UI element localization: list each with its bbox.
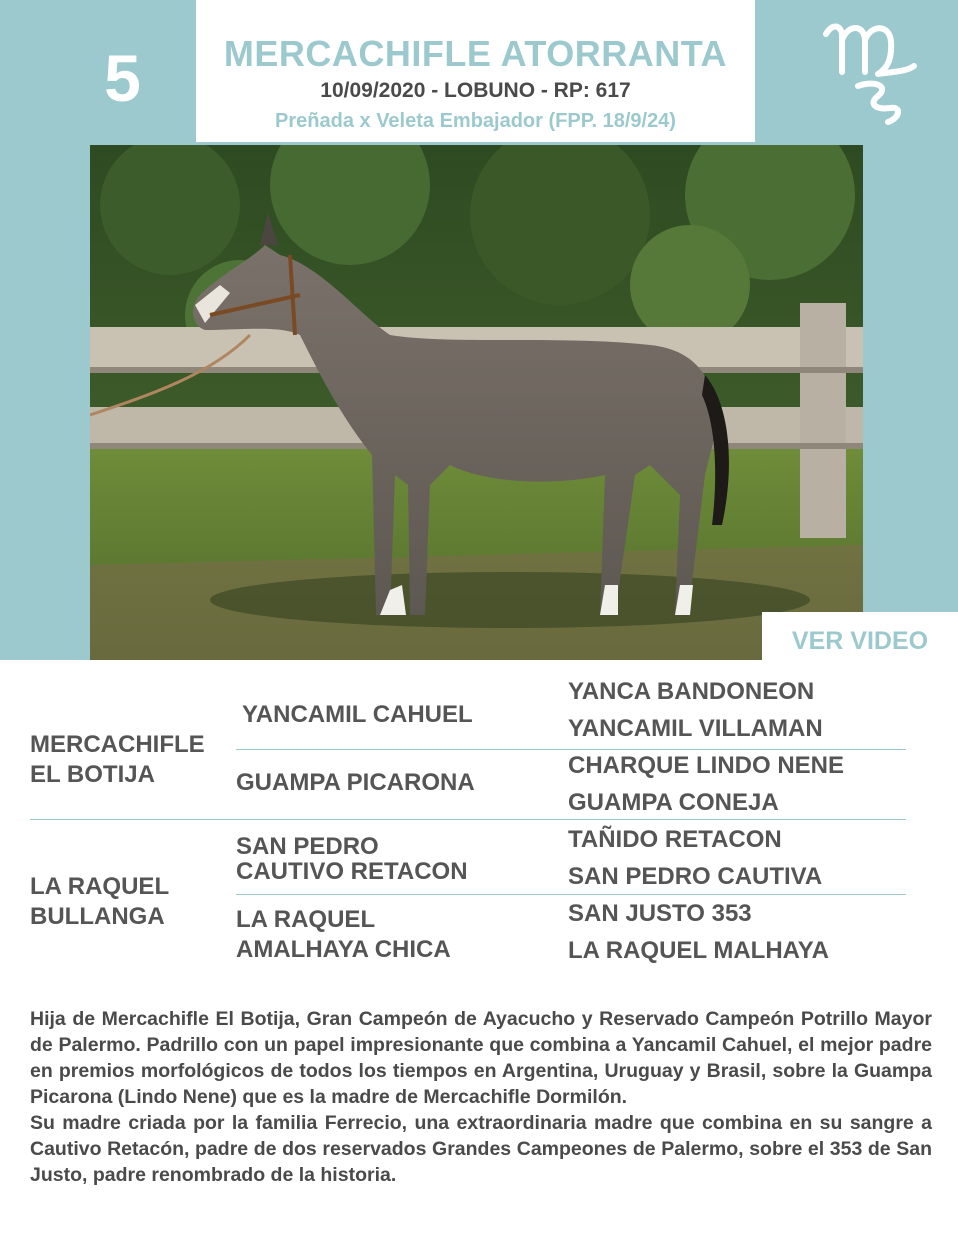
paternal-grandsire: YANCAMIL CAHUEL [242, 701, 473, 728]
horse-photo-drawing [90, 145, 863, 660]
description [30, 1006, 932, 1188]
pregnancy-info: Preñada x Veleta Embajador (FPP. 18/9/24) [275, 110, 676, 132]
lot-number: 5 [104, 41, 141, 115]
video-tab [762, 612, 958, 660]
great-grandparent-5: TAÑIDO RETACON [568, 826, 782, 853]
great-grandparent-3: CHARQUE LINDO NENE [568, 752, 845, 779]
divider-dam-branch [236, 894, 906, 895]
maternal-grandsire [236, 834, 468, 884]
horse-details: 10/09/2020 - LOBUNO - RP: 617 [320, 79, 631, 102]
header-box [196, 0, 755, 142]
divider-main [30, 819, 906, 820]
brand-mark-icon [818, 10, 928, 130]
description-paragraph-1: Hija de Mercachifle El Botija, Gran Campeón de Ayacucho y Reservado Campeón Potrillo Mayor de Palermo. Padrillo con un papel impresionante que combina a Yancamil Cahuel, el mejor padre en premios morfológicos de todos los tiempos en Argentina, Uruguay y Brasil, sobre la Guampa Picarona (Lindo Nene) que es la madre de Mercachifle Dormilón. [30, 1008, 932, 1108]
paternal-granddam: GUAMPA PICARONA [236, 769, 475, 796]
dam-name-line2: BULLANGA [30, 903, 165, 930]
maternal-grandsire-line1: SAN PEDRO [236, 833, 379, 860]
great-grandparent-1: YANCA BANDONEON [568, 678, 815, 705]
divider-sire-branch [236, 749, 906, 750]
dam-name-line1: LA RAQUEL [30, 873, 170, 900]
maternal-granddam-line2: AMALHAYA CHICA [236, 936, 451, 963]
great-grandparent-8: LA RAQUEL MALHAYA [568, 937, 829, 964]
view-video-link[interactable]: VER VIDEO [791, 627, 929, 655]
maternal-granddam [236, 905, 451, 965]
horse-name: MERCACHIFLE ATORRANTA [223, 33, 728, 74]
great-grandparent-6: SAN PEDRO CAUTIVA [568, 863, 823, 890]
horse-photo [90, 145, 863, 660]
sire-name-line1: MERCACHIFLE [30, 731, 205, 758]
maternal-granddam-line1: LA RAQUEL [236, 906, 376, 933]
great-grandparent-4: GUAMPA CONEJA [568, 789, 779, 816]
sire-name [30, 730, 205, 790]
great-grandparent-7: SAN JUSTO 353 [568, 900, 752, 927]
description-paragraph-2: Su madre criada por la familia Ferrecio, una extraordinaria madre que combina en su sangre a Cautivo Retacón, padre de dos reservados Grandes Campeones de Palermo, sobre el 353 de San Justo, padre renombrado de la historia. [30, 1112, 932, 1186]
dam-name [30, 872, 169, 932]
maternal-grandsire-line2: CAUTIVO RETACON [236, 858, 468, 885]
sire-name-line2: EL BOTIJA [30, 761, 155, 788]
great-grandparent-2: YANCAMIL VILLAMAN [568, 715, 823, 742]
